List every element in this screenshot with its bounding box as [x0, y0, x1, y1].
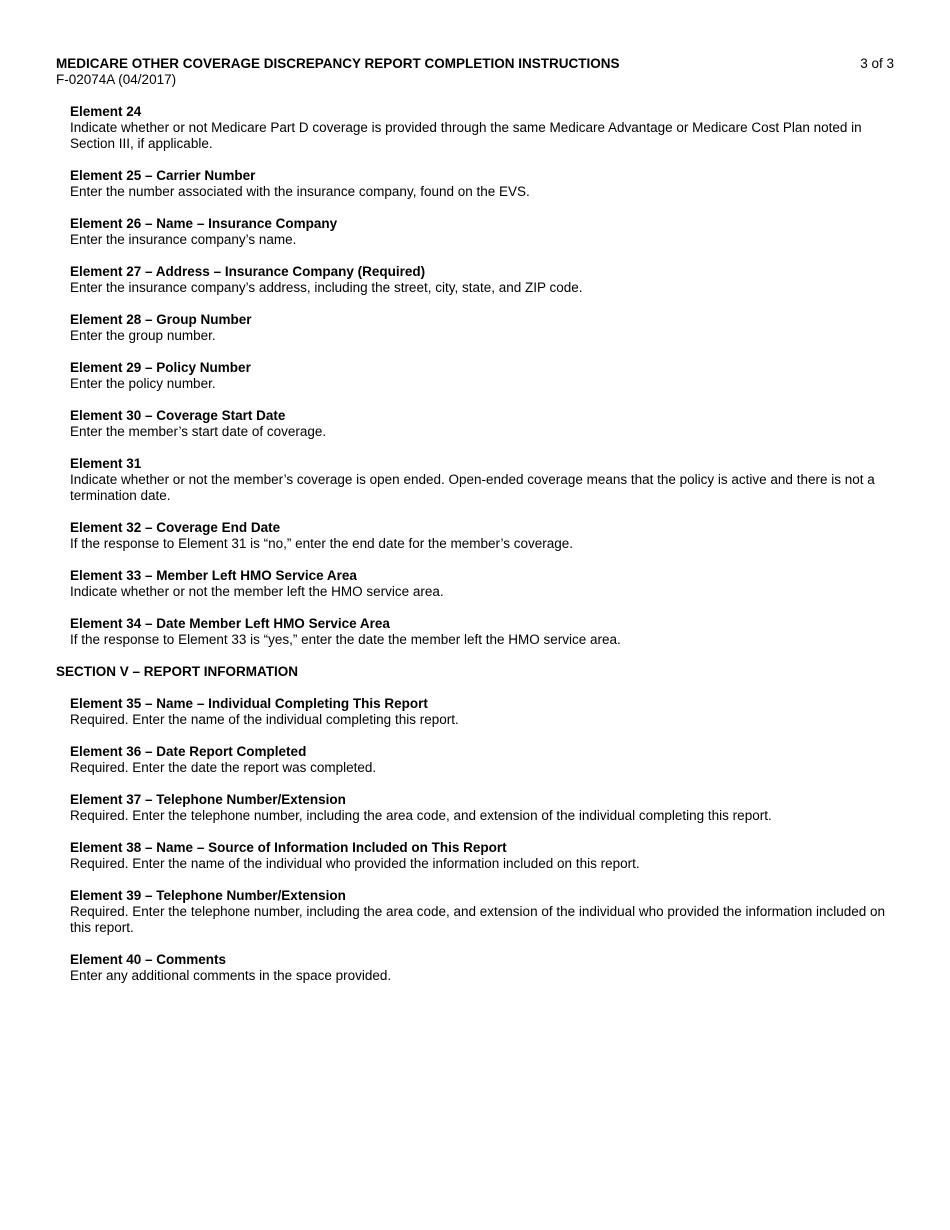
element-38 [70, 840, 894, 872]
element-40 [70, 952, 894, 984]
element-description: Indicate whether or not Medicare Part D coverage is provided through the same Medicare Advantage or Medicare Cost Plan noted in Section III, if applicable. [70, 120, 862, 151]
element-description: Indicate whether or not the member left the HMO service area. [70, 584, 444, 599]
element-32 [70, 520, 894, 552]
element-27 [70, 264, 894, 296]
element-29 [70, 360, 894, 392]
element-31 [70, 456, 894, 504]
element-24 [70, 104, 894, 152]
element-description: Required. Enter the date the report was completed. [70, 760, 377, 775]
element-title: Element 24 [70, 104, 142, 119]
element-description: Enter the policy number. [70, 376, 216, 391]
element-title: Element 26 – Name – Insurance Company [70, 216, 338, 231]
element-title: Element 36 – Date Report Completed [70, 744, 307, 759]
element-description: If the response to Element 33 is “yes,” enter the date the member left the HMO service area. [70, 632, 621, 647]
form-id: F-02074A (04/2017) [56, 72, 177, 87]
element-37 [70, 792, 894, 824]
element-description: If the response to Element 31 is “no,” enter the end date for the member’s coverage. [70, 536, 574, 551]
element-39 [70, 888, 894, 936]
element-title: Element 34 – Date Member Left HMO Service Area [70, 616, 390, 631]
element-36 [70, 744, 894, 776]
element-25 [70, 168, 894, 200]
element-title: Element 25 – Carrier Number [70, 168, 256, 183]
element-26 [70, 216, 894, 248]
element-title: Element 39 – Telephone Number/Extension [70, 888, 346, 903]
element-title: Element 27 – Address – Insurance Company (Required) [70, 264, 426, 279]
element-title: Element 28 – Group Number [70, 312, 252, 327]
document-title: MEDICARE OTHER COVERAGE DISCREPANCY REPORT COMPLETION INSTRUCTIONS [56, 56, 620, 71]
element-title: Element 29 – Policy Number [70, 360, 251, 375]
element-description: Enter the insurance company’s address, including the street, city, state, and ZIP code. [70, 280, 583, 295]
element-description: Indicate whether or not the member’s coverage is open ended. Open-ended coverage means that the policy is active and there is not a termination date. [70, 472, 875, 503]
element-35 [70, 696, 894, 728]
elements-list [56, 104, 894, 984]
element-33 [70, 568, 894, 600]
section-heading: SECTION V – REPORT INFORMATION [56, 664, 299, 679]
element-title: Element 35 – Name – Individual Completing This Report [70, 696, 428, 711]
element-description: Required. Enter the name of the individual who provided the information included on this report. [70, 856, 640, 871]
document-header [56, 56, 894, 72]
element-34 [70, 616, 894, 648]
element-description: Required. Enter the telephone number, including the area code, and extension of the individual completing this report. [70, 808, 772, 823]
element-title: Element 31 [70, 456, 142, 471]
element-title: Element 38 – Name – Source of Information Included on This Report [70, 840, 507, 855]
element-description: Enter the member’s start date of coverage. [70, 424, 327, 439]
element-description: Enter the number associated with the insurance company, found on the EVS. [70, 184, 530, 199]
element-description: Required. Enter the telephone number, including the area code, and extension of the individual who provided the information included on this report. [70, 904, 886, 935]
element-28 [70, 312, 894, 344]
element-title: Element 37 – Telephone Number/Extension [70, 792, 346, 807]
page-number: 3 of 3 [860, 56, 894, 71]
element-description: Enter any additional comments in the space provided. [70, 968, 392, 983]
element-description: Enter the group number. [70, 328, 216, 343]
document-page [56, 56, 894, 1000]
element-title: Element 32 – Coverage End Date [70, 520, 281, 535]
element-title: Element 30 – Coverage Start Date [70, 408, 286, 423]
element-title: Element 40 – Comments [70, 952, 227, 967]
element-30 [70, 408, 894, 440]
element-description: Required. Enter the name of the individual completing this report. [70, 712, 459, 727]
element-description: Enter the insurance company’s name. [70, 232, 297, 247]
element-title: Element 33 – Member Left HMO Service Area [70, 568, 357, 583]
